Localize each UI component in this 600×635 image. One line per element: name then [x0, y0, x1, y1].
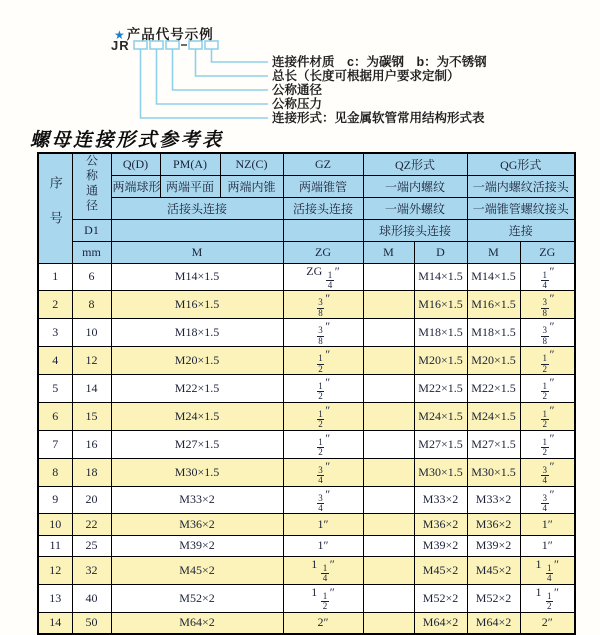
- cell-qg-zg: 1″: [520, 535, 575, 556]
- header-ends-qg: 一端内螺纹活接头: [467, 175, 575, 197]
- cell-serial: 8: [38, 458, 72, 486]
- header-group-qg: QG形式: [467, 153, 575, 175]
- cell-serial: 11: [38, 535, 72, 556]
- cell-m-main: M16×1.5: [111, 291, 283, 319]
- header-blank-gz: [283, 219, 363, 241]
- cell-diameter: 8: [72, 291, 111, 319]
- fraction: $\frac{1}{4}$: [327, 269, 333, 290]
- cell-m-main: M20×1.5: [111, 347, 283, 375]
- header-joint-qg: 连接: [467, 219, 575, 241]
- cell-gz-zg: $\frac{3}{4}$ ″: [283, 458, 363, 486]
- cell-qz-d: M64×2: [414, 612, 467, 633]
- cell-qg-zg: $\frac{1}{4}$ ″: [520, 263, 575, 291]
- cell-diameter: 22: [72, 514, 111, 535]
- cell-serial: 14: [38, 612, 72, 633]
- cell-qz-d: M24×1.5: [414, 402, 467, 430]
- cell-diameter: 16: [72, 430, 111, 458]
- fraction: $\frac{1}{4}$: [547, 562, 552, 584]
- fraction: $\frac{1}{4}$: [322, 562, 328, 584]
- fraction: $\frac{3}{4}$: [542, 464, 547, 486]
- header-group-gz: GZ: [283, 153, 363, 175]
- table-header: [38, 153, 575, 263]
- cell-gz-zg: $\frac{3}{4}$ ″: [283, 486, 363, 514]
- header-joint-qz: 球形接头连接: [363, 219, 467, 241]
- cell-serial: 4: [38, 347, 72, 375]
- cell-qg-m: M30×1.5: [467, 458, 520, 486]
- cell-qz-d: M16×1.5: [414, 291, 467, 319]
- header-row-joint: [38, 219, 575, 241]
- cell-m-main: M14×1.5: [111, 263, 283, 291]
- header-conn-qg: 一端锥管螺纹接头: [467, 197, 575, 219]
- cell-serial: 3: [38, 319, 72, 347]
- table-row: [38, 291, 575, 319]
- table-row: [38, 584, 575, 612]
- fraction: $\frac{1}{2}$: [322, 590, 328, 612]
- table-body: [38, 263, 575, 634]
- cell-qz-m: [363, 402, 414, 430]
- diagram-label-connform: 连接形式：见金属软管常用结构形式表: [272, 111, 485, 125]
- fraction: $\frac{3}{8}$: [318, 297, 323, 318]
- cell-qz-m: [363, 375, 414, 403]
- cell-qg-m: M36×2: [467, 514, 520, 535]
- header-row-units: [38, 241, 575, 263]
- cell-m-main: M30×1.5: [111, 458, 283, 486]
- cell-gz-zg: 1 $\frac{1}{4}$ ″: [283, 556, 363, 584]
- cell-qz-d: M45×2: [414, 556, 467, 584]
- header-unit-qg-zg: ZG: [520, 241, 575, 263]
- cell-m-main: M39×2: [111, 535, 283, 556]
- cell-gz-zg: $\frac{3}{8}$ ″: [283, 291, 363, 319]
- table-title: 螺母连接形式参考表: [30, 130, 224, 151]
- cell-diameter: 6: [72, 263, 111, 291]
- fraction: $\frac{3}{4}$: [542, 492, 547, 513]
- connector-line: [141, 49, 269, 118]
- cell-m-main: M18×1.5: [111, 319, 283, 347]
- header-group-qd: Q(D): [111, 153, 160, 175]
- cell-qz-m: [363, 430, 414, 458]
- table-row: [38, 535, 575, 556]
- cell-qg-m: M22×1.5: [467, 375, 520, 403]
- cell-gz-zg: 2″: [283, 612, 363, 633]
- cell-diameter: 40: [72, 584, 111, 612]
- cell-serial: 6: [38, 402, 72, 430]
- cell-gz-zg: $\frac{3}{8}$ ″: [283, 319, 363, 347]
- header-conn-union: 活接头连接: [111, 197, 283, 219]
- diagram-label-material: 连接件材质 c：为碳钢 b：为不锈钢: [272, 55, 487, 69]
- cell-qz-m: [363, 347, 414, 375]
- cell-qg-zg: 1 $\frac{1}{4}$ ″: [520, 556, 575, 584]
- cell-m-main: M64×2: [111, 612, 283, 633]
- fraction: $\frac{3}{8}$: [542, 297, 547, 318]
- cell-qg-m: M45×2: [467, 556, 520, 584]
- cell-qg-m: M16×1.5: [467, 291, 520, 319]
- nut-connection-table: [37, 152, 576, 635]
- header-ends-qz: 一端内螺纹: [363, 175, 467, 197]
- cell-diameter: 20: [72, 486, 111, 514]
- cell-qz-d: M20×1.5: [414, 347, 467, 375]
- cell-serial: 1: [38, 263, 72, 291]
- table-row: [38, 319, 575, 347]
- cell-qz-d: M22×1.5: [414, 375, 467, 403]
- cell-qg-zg: $\frac{1}{2}$ ″: [520, 375, 575, 403]
- cell-m-main: M52×2: [111, 584, 283, 612]
- cell-gz-zg: $\frac{1}{2}$ ″: [283, 402, 363, 430]
- cell-diameter: 18: [72, 458, 111, 486]
- fraction: $\frac{1}{2}$: [542, 408, 547, 430]
- header-unit-qg-m: M: [467, 241, 520, 263]
- header-serial: 序号: [38, 153, 72, 263]
- cell-qg-m: M52×2: [467, 584, 520, 612]
- star-icon: ★: [114, 28, 125, 42]
- cell-qz-m: [363, 486, 414, 514]
- table-row: [38, 612, 575, 633]
- cell-qz-d: M52×2: [414, 584, 467, 612]
- code-prefix: JR: [111, 38, 130, 53]
- connector-line: [173, 49, 269, 90]
- cell-serial: 7: [38, 430, 72, 458]
- header-row-groups: [38, 153, 575, 175]
- fraction: $\frac{1}{4}$: [542, 269, 547, 290]
- cell-serial: 5: [38, 375, 72, 403]
- table-row: [38, 486, 575, 514]
- cell-qg-m: M39×2: [467, 535, 520, 556]
- fraction: $\frac{1}{2}$: [318, 381, 323, 402]
- cell-m-main: M45×2: [111, 556, 283, 584]
- header-ends-gz: 两端锥管: [283, 175, 363, 197]
- cell-gz-zg: 1″: [283, 535, 363, 556]
- cell-serial: 12: [38, 556, 72, 584]
- cell-serial: 13: [38, 584, 72, 612]
- cell-qg-zg: $\frac{3}{4}$ ″: [520, 486, 575, 514]
- diagram-label-length: 总长（长度可根据用户要求定制）: [272, 69, 460, 83]
- diagram-label-diameter: 公称通径: [272, 83, 323, 97]
- fraction: $\frac{1}{2}$: [318, 436, 323, 458]
- header-unit-m-main: M: [111, 241, 283, 263]
- header-group-nzc: NZ(C): [220, 153, 283, 175]
- fraction: $\frac{1}{2}$: [542, 436, 547, 458]
- cell-diameter: 15: [72, 402, 111, 430]
- table-row: [38, 402, 575, 430]
- header-group-pma: PM(A): [160, 153, 220, 175]
- cell-qg-zg: $\frac{3}{8}$ ″: [520, 291, 575, 319]
- header-unit-mm: mm: [72, 241, 111, 263]
- cell-qz-d: M36×2: [414, 514, 467, 535]
- cell-qg-m: M20×1.5: [467, 347, 520, 375]
- header-group-qz: QZ形式: [363, 153, 467, 175]
- connector-line: [212, 49, 269, 62]
- cell-m-main: M33×2: [111, 486, 283, 514]
- header-unit-zg-gz: ZG: [283, 241, 363, 263]
- fraction: $\frac{3}{8}$: [318, 325, 323, 346]
- fraction: $\frac{1}{2}$: [542, 353, 547, 374]
- cell-qz-d: M39×2: [414, 535, 467, 556]
- cell-gz-zg: 1 $\frac{1}{2}$ ″: [283, 584, 363, 612]
- cell-diameter: 32: [72, 556, 111, 584]
- diagram-heading-text: 产品代号示例: [126, 27, 214, 42]
- cell-qz-m: [363, 612, 414, 633]
- cell-qg-zg: $\frac{1}{2}$ ″: [520, 347, 575, 375]
- cell-diameter: 14: [72, 375, 111, 403]
- cell-qg-zg: $\frac{1}{2}$ ″: [520, 430, 575, 458]
- cell-gz-zg: $\frac{1}{2}$ ″: [283, 375, 363, 403]
- cell-qz-d: M33×2: [414, 486, 467, 514]
- table-row: [38, 556, 575, 584]
- fraction: $\frac{3}{4}$: [318, 492, 323, 513]
- cell-qg-m: M18×1.5: [467, 319, 520, 347]
- cell-serial: 2: [38, 291, 72, 319]
- cell-qg-m: M14×1.5: [467, 263, 520, 291]
- cell-qg-zg: 2″: [520, 612, 575, 633]
- cell-qz-d: M18×1.5: [414, 319, 467, 347]
- cell-serial: 9: [38, 486, 72, 514]
- cell-qz-m: [363, 514, 414, 535]
- cell-qz-m: [363, 263, 414, 291]
- cell-m-main: M36×2: [111, 514, 283, 535]
- cell-qg-zg: $\frac{3}{4}$ ″: [520, 458, 575, 486]
- header-conn-gz: 活接头连接: [283, 197, 363, 219]
- cell-gz-zg: ZG $\frac{1}{4}$ ″: [283, 263, 363, 291]
- header-row-connection: [38, 197, 575, 219]
- cell-gz-zg: $\frac{1}{2}$ ″: [283, 430, 363, 458]
- table-row: [38, 375, 575, 403]
- cell-qg-zg: 1″: [520, 514, 575, 535]
- fraction: $\frac{3}{4}$: [318, 464, 323, 486]
- cell-serial: 10: [38, 514, 72, 535]
- fraction: $\frac{1}{2}$: [318, 353, 323, 374]
- cell-qg-m: M64×2: [467, 612, 520, 633]
- cell-diameter: 50: [72, 612, 111, 633]
- header-ends-pma: 两端平面: [160, 175, 220, 197]
- cell-qz-d: M14×1.5: [414, 263, 467, 291]
- table-row: [38, 430, 575, 458]
- cell-qg-m: M24×1.5: [467, 402, 520, 430]
- cell-m-main: M24×1.5: [111, 402, 283, 430]
- diagram-label-pressure: 公称压力: [272, 97, 323, 111]
- cell-gz-zg: $\frac{1}{2}$ ″: [283, 347, 363, 375]
- table-row: [38, 347, 575, 375]
- cell-qz-d: M27×1.5: [414, 430, 467, 458]
- cell-diameter: 25: [72, 535, 111, 556]
- header-unit-qz-d: D: [414, 241, 467, 263]
- table-row: [38, 263, 575, 291]
- cell-qg-m: M33×2: [467, 486, 520, 514]
- header-conn-qz: 一端外螺纹: [363, 197, 467, 219]
- cell-qz-d: M30×1.5: [414, 458, 467, 486]
- cell-m-main: M22×1.5: [111, 375, 283, 403]
- cell-qz-m: [363, 291, 414, 319]
- fraction: $\frac{1}{2}$: [547, 590, 552, 612]
- cell-qg-zg: 1 $\frac{1}{2}$ ″: [520, 584, 575, 612]
- cell-diameter: 12: [72, 347, 111, 375]
- table-row: [38, 514, 575, 535]
- cell-diameter: 10: [72, 319, 111, 347]
- cell-qg-m: M27×1.5: [467, 430, 520, 458]
- header-ends-qd: 两端球形: [111, 175, 160, 197]
- fraction: $\frac{1}{2}$: [542, 381, 547, 402]
- fraction: $\frac{3}{8}$: [542, 325, 547, 346]
- header-blank-union: [111, 219, 283, 241]
- header-ends-nzc: 两端内锥: [220, 175, 283, 197]
- header-row-ends: [38, 175, 575, 197]
- fraction: $\frac{1}{2}$: [318, 408, 323, 430]
- cell-qg-zg: $\frac{1}{2}$ ″: [520, 402, 575, 430]
- cell-qz-m: [363, 458, 414, 486]
- cell-qz-m: [363, 584, 414, 612]
- table-row: [38, 458, 575, 486]
- cell-m-main: M27×1.5: [111, 430, 283, 458]
- cell-gz-zg: 1″: [283, 514, 363, 535]
- header-unit-qz-m: M: [363, 241, 414, 263]
- header-diameter: 公称通径: [72, 153, 111, 219]
- cell-qg-zg: $\frac{3}{8}$ ″: [520, 319, 575, 347]
- cell-qz-m: [363, 319, 414, 347]
- cell-qz-m: [363, 535, 414, 556]
- header-d1: D1: [72, 219, 111, 241]
- cell-qz-m: [363, 556, 414, 584]
